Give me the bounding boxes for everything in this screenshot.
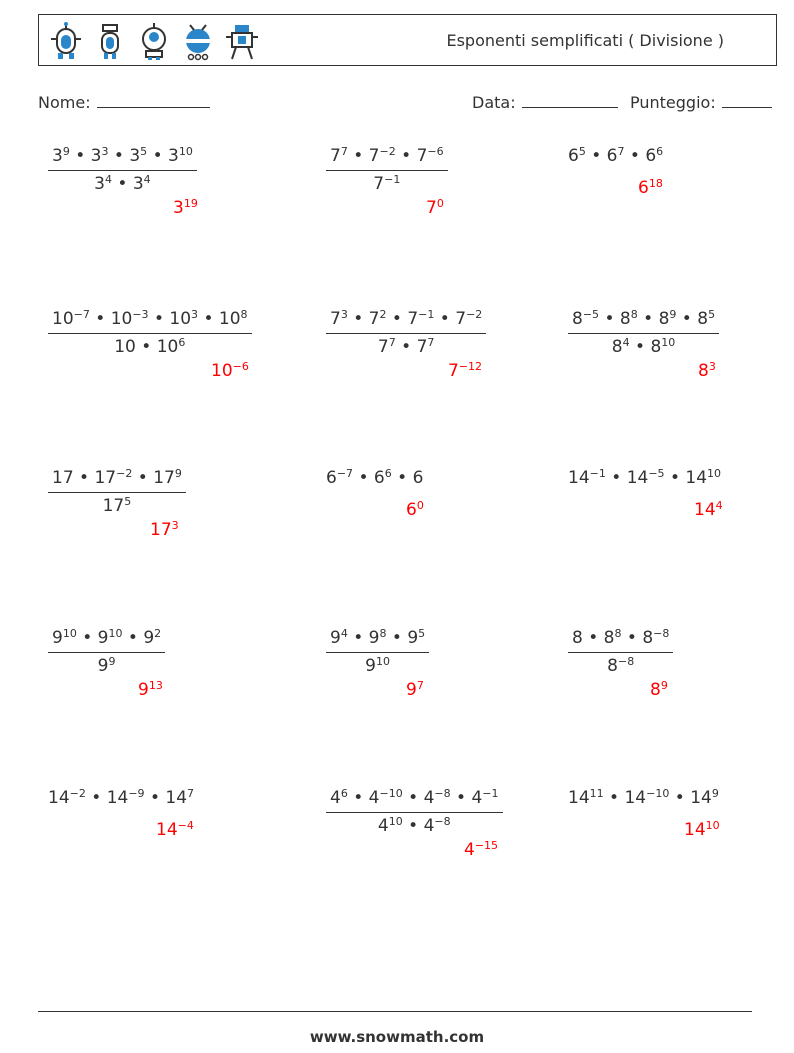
problem-12 xyxy=(568,628,673,676)
power-term: $4^{-10}$ xyxy=(368,786,403,808)
multiply-dot: • xyxy=(624,146,646,166)
multiply-dot: • xyxy=(664,468,686,488)
power-term: $7^7$ xyxy=(416,335,435,357)
power-term: $9^2$ xyxy=(143,626,162,648)
power-term: $17^5$ xyxy=(102,494,132,516)
answer-4 xyxy=(211,361,249,381)
power-term: $8^9$ xyxy=(658,307,677,329)
power-term: $3^9$ xyxy=(52,144,70,166)
worksheet-title: Esponenti semplificati ( Divisione ) xyxy=(446,31,724,50)
power-term: $10^3$ xyxy=(169,307,199,329)
multiply-dot: • xyxy=(395,337,417,357)
expression xyxy=(568,788,719,808)
answer-power: $10^{-6}$ xyxy=(211,359,249,381)
power-term: $9^{10}$ xyxy=(365,654,390,676)
multiply-dot: • xyxy=(108,146,130,166)
power-term: $7^{-1}$ xyxy=(373,172,401,194)
numerator xyxy=(330,788,499,808)
power-term: $6^7$ xyxy=(606,144,625,166)
answer-power: $14^{-4}$ xyxy=(156,818,194,840)
power-term: $4^6$ xyxy=(330,786,348,808)
power-term: $7^7$ xyxy=(377,335,396,357)
multiply-dot: • xyxy=(347,309,369,329)
answer-power: $9^7$ xyxy=(406,678,424,700)
denominator xyxy=(607,656,634,676)
multiply-dot: • xyxy=(132,468,154,488)
numerator xyxy=(330,309,482,329)
answer-1 xyxy=(173,198,198,218)
numerator xyxy=(330,628,425,648)
power-term: $9^8$ xyxy=(368,626,387,648)
power-term: $14^{-5}$ xyxy=(626,466,665,488)
answer-power: $4^{-15}$ xyxy=(464,838,499,860)
fraction xyxy=(326,628,429,676)
robot-icon-5 xyxy=(223,21,261,61)
expression xyxy=(48,788,194,808)
numerator xyxy=(52,309,248,329)
multiply-dot: • xyxy=(605,468,627,488)
denominator xyxy=(365,656,390,676)
problem-5 xyxy=(326,309,486,357)
multiply-dot: • xyxy=(585,146,607,166)
answer-power: $7^0$ xyxy=(426,196,444,218)
multiply-dot: • xyxy=(89,309,111,329)
power-term: $9^5$ xyxy=(407,626,426,648)
power-term: $17^{-2}$ xyxy=(94,466,133,488)
power-term: $14^{-10}$ xyxy=(624,786,670,808)
problem-15 xyxy=(568,788,719,808)
power-term: $6^6$ xyxy=(373,466,392,488)
power-term: $10^{-7}$ xyxy=(52,307,90,329)
name-field xyxy=(38,93,210,112)
multiply-dot: • xyxy=(621,628,643,648)
multiply-dot: • xyxy=(148,309,170,329)
fraction xyxy=(48,628,165,676)
power-term: $9^{10}$ xyxy=(52,626,77,648)
robot-icon-1 xyxy=(47,21,85,61)
power-term: $6^5$ xyxy=(568,144,586,166)
footer-website: www.snowmath.com xyxy=(309,1028,485,1046)
answer-power: $9^{13}$ xyxy=(138,678,163,700)
multiply-dot: • xyxy=(198,309,219,329)
expression xyxy=(326,468,423,488)
denominator xyxy=(98,656,116,676)
power-term: $10^8$ xyxy=(218,307,248,329)
date-label: Data: xyxy=(472,93,516,112)
multiply-dot: • xyxy=(599,309,620,329)
fraction xyxy=(48,146,197,194)
multiply-dot: • xyxy=(85,788,107,808)
power-term: $8^{-5}$ xyxy=(572,307,600,329)
power-term: $3^4$ xyxy=(132,172,151,194)
power-term: $10^6$ xyxy=(156,335,186,357)
power-term: $9^4$ xyxy=(330,626,348,648)
problem-3 xyxy=(568,146,663,166)
numerator xyxy=(52,628,161,648)
power-term: $10^{-3}$ xyxy=(110,307,149,329)
answer-7 xyxy=(150,520,179,540)
power-term: $14^{-9}$ xyxy=(106,786,145,808)
multiply-dot: • xyxy=(144,788,166,808)
multiply-dot: • xyxy=(603,788,625,808)
answer-13 xyxy=(156,820,194,840)
numerator xyxy=(52,146,193,166)
power-term: $7^{-1}$ xyxy=(407,307,435,329)
multiply-dot: • xyxy=(73,468,95,488)
answer-6 xyxy=(698,361,716,381)
problem-11 xyxy=(326,628,429,676)
answer-power: $7^{-12}$ xyxy=(448,359,483,381)
robot-icon-3 xyxy=(135,21,173,61)
multiply-dot: • xyxy=(402,816,424,836)
name-label: Nome: xyxy=(38,93,91,112)
power-term: $14^9$ xyxy=(690,786,719,808)
fraction xyxy=(568,309,719,357)
score-field xyxy=(630,93,772,112)
footer-divider xyxy=(38,1011,752,1012)
problem-2 xyxy=(326,146,448,194)
answer-11 xyxy=(406,680,424,700)
multiply-dot: • xyxy=(135,337,157,357)
problem-14 xyxy=(326,788,503,836)
answer-3 xyxy=(638,178,663,198)
multiply-dot: • xyxy=(669,788,691,808)
answer-power: $14^4$ xyxy=(694,498,723,520)
power-term: $9^{10}$ xyxy=(97,626,123,648)
multiply-dot: • xyxy=(391,468,413,488)
power-term: 8 xyxy=(572,628,583,648)
power-term: 17 xyxy=(52,468,74,488)
power-term: $7^2$ xyxy=(368,307,387,329)
power-term: $9^9$ xyxy=(97,654,116,676)
power-term: $14^{11}$ xyxy=(568,786,604,808)
answer-power: $6^0$ xyxy=(406,498,424,520)
power-term: $8^5$ xyxy=(697,307,716,329)
fraction xyxy=(326,788,503,836)
numerator xyxy=(330,146,444,166)
power-term: $8^{-8}$ xyxy=(607,654,635,676)
multiply-dot: • xyxy=(637,309,659,329)
expression xyxy=(568,146,663,166)
fraction xyxy=(326,146,448,194)
denominator xyxy=(612,337,676,357)
fraction xyxy=(48,309,252,357)
multiply-dot: • xyxy=(434,309,456,329)
power-term: $14^{-1}$ xyxy=(568,466,606,488)
power-term: $3^5$ xyxy=(129,144,148,166)
power-term: $8^4$ xyxy=(611,335,630,357)
multiply-dot: • xyxy=(112,174,133,194)
power-term: $14^7$ xyxy=(165,786,195,808)
fraction xyxy=(326,309,486,357)
answer-12 xyxy=(650,680,668,700)
power-term: $4^{-1}$ xyxy=(471,786,499,808)
denominator xyxy=(103,496,132,516)
fraction xyxy=(568,628,673,676)
worksheet-header xyxy=(38,14,777,66)
multiply-dot: • xyxy=(582,628,604,648)
answer-power: $14^{10}$ xyxy=(684,818,720,840)
multiply-dot: • xyxy=(676,309,698,329)
answer-power: $6^{18}$ xyxy=(638,176,663,198)
multiply-dot: • xyxy=(450,788,472,808)
answer-power: $8^9$ xyxy=(650,678,668,700)
power-term: $3^4$ xyxy=(94,172,112,194)
score-blank xyxy=(722,93,772,108)
name-blank xyxy=(97,93,210,108)
power-term: $8^8$ xyxy=(619,307,638,329)
answer-power: $3^{19}$ xyxy=(173,196,198,218)
power-term: $6^6$ xyxy=(645,144,664,166)
answer-8 xyxy=(406,500,424,520)
answer-15 xyxy=(684,820,720,840)
fraction xyxy=(48,468,186,516)
power-term: $3^{10}$ xyxy=(168,144,193,166)
problem-8 xyxy=(326,468,423,488)
power-term: $14^{-2}$ xyxy=(48,786,86,808)
multiply-dot: • xyxy=(347,146,369,166)
multiply-dot: • xyxy=(395,146,417,166)
power-term: $7^7$ xyxy=(330,144,348,166)
answer-9 xyxy=(694,500,723,520)
multiply-dot: • xyxy=(76,628,98,648)
numerator xyxy=(572,309,715,329)
answer-10 xyxy=(138,680,163,700)
score-label: Punteggio: xyxy=(630,93,716,112)
power-term: $7^3$ xyxy=(330,307,348,329)
power-term: $4^{-8}$ xyxy=(423,786,451,808)
date-field xyxy=(472,93,618,112)
expression xyxy=(568,468,721,488)
power-term: $8^{-8}$ xyxy=(642,626,670,648)
numerator xyxy=(52,468,182,488)
problem-7 xyxy=(48,468,186,516)
denominator xyxy=(378,816,451,836)
multiply-dot: • xyxy=(122,628,144,648)
denominator xyxy=(114,337,185,357)
numerator xyxy=(572,628,669,648)
denominator xyxy=(373,174,400,194)
power-term: $7^{-6}$ xyxy=(416,144,444,166)
denominator xyxy=(378,337,435,357)
problem-13 xyxy=(48,788,194,808)
answer-2 xyxy=(426,198,444,218)
denominator xyxy=(94,174,151,194)
multiply-dot: • xyxy=(147,146,169,166)
power-term: $4^{10}$ xyxy=(377,814,403,836)
multiply-dot: • xyxy=(386,309,408,329)
multiply-dot: • xyxy=(629,337,651,357)
power-term: $14^{10}$ xyxy=(685,466,722,488)
problem-4 xyxy=(48,309,252,357)
power-term: $17^9$ xyxy=(153,466,182,488)
answer-power: $17^3$ xyxy=(150,518,179,540)
date-blank xyxy=(522,93,618,108)
power-term: $8^{10}$ xyxy=(650,335,676,357)
robot-icons xyxy=(47,21,261,61)
power-term: $6^{-7}$ xyxy=(326,466,354,488)
answer-14 xyxy=(464,840,498,860)
power-term: 10 xyxy=(114,337,136,357)
power-term: $8^8$ xyxy=(603,626,622,648)
multiply-dot: • xyxy=(69,146,91,166)
multiply-dot: • xyxy=(402,788,424,808)
power-term: $7^{-2}$ xyxy=(368,144,396,166)
answer-power: $8^3$ xyxy=(698,359,716,381)
power-term: 6 xyxy=(412,468,424,488)
multiply-dot: • xyxy=(353,468,374,488)
problem-10 xyxy=(48,628,165,676)
robot-icon-4 xyxy=(179,21,217,61)
problem-1 xyxy=(48,146,197,194)
problem-9 xyxy=(568,468,721,488)
multiply-dot: • xyxy=(386,628,408,648)
power-term: $7^{-2}$ xyxy=(455,307,483,329)
multiply-dot: • xyxy=(347,628,369,648)
multiply-dot: • xyxy=(347,788,369,808)
answer-5 xyxy=(448,361,482,381)
power-term: $3^3$ xyxy=(90,144,109,166)
problem-6 xyxy=(568,309,719,357)
power-term: $4^{-8}$ xyxy=(423,814,451,836)
robot-icon-2 xyxy=(91,21,129,61)
